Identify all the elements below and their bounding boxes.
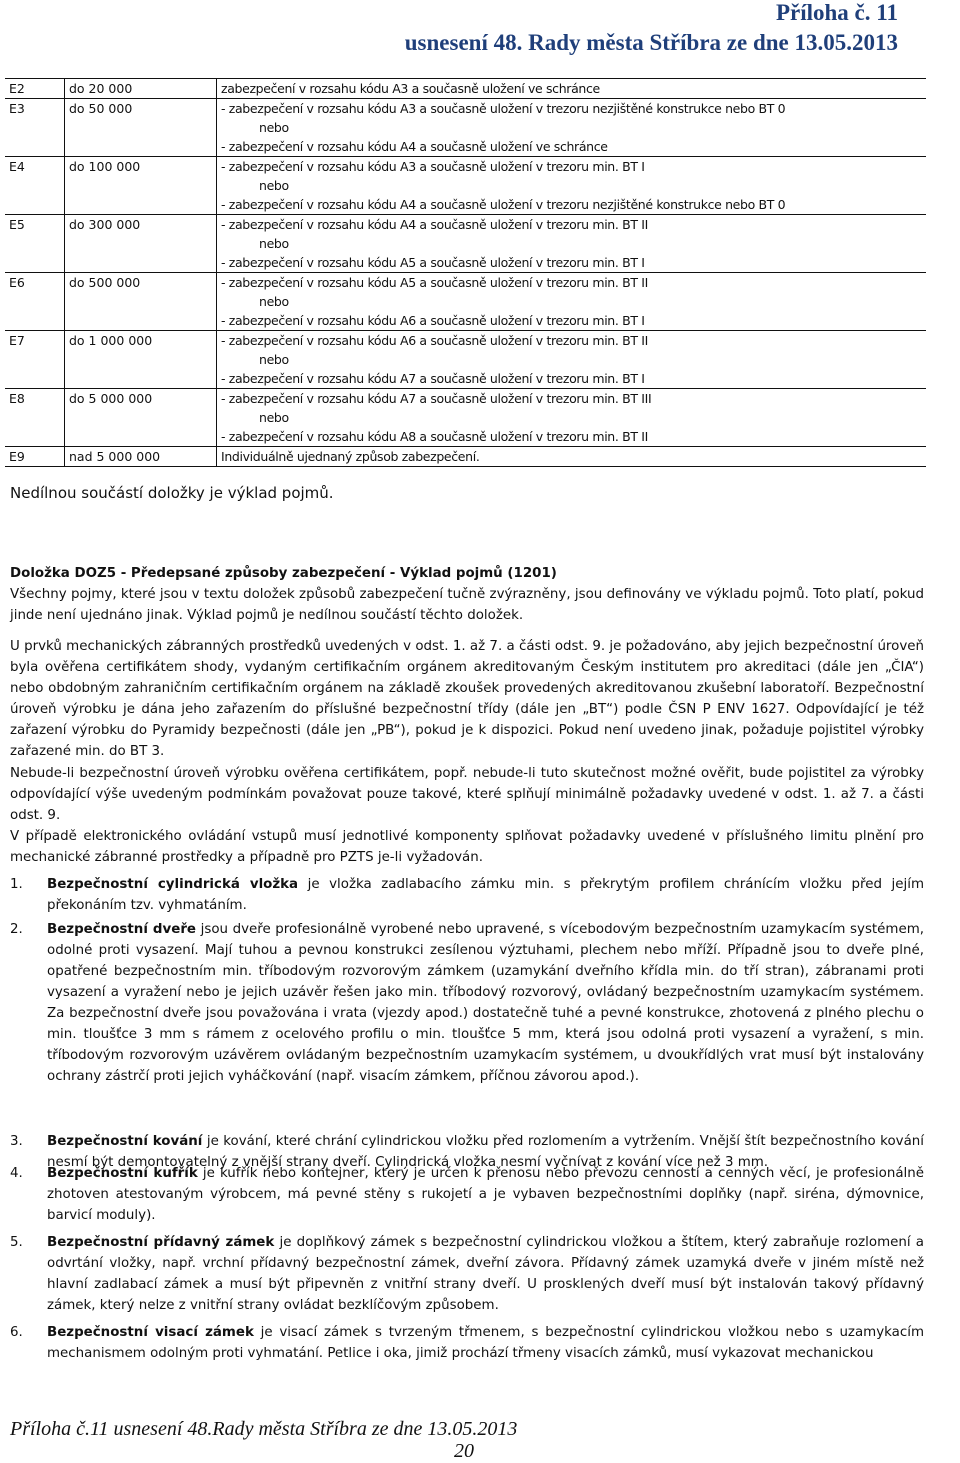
clause-paragraph-1: U prvků mechanických zábranných prostředků uvedených v odst. 1. až 7. a části odst. 9. je požadováno, aby jejich bezpečnostní úroveň byla ověřena certifikátem shody, vydaným certifikačním orgánem akreditovaným Českým institutem pro akreditaci (dále jen „ČIA“) nebo obdobným zahraničním certifikačním orgánem na základě zkoušek provedených akreditovanou zkušební laboratoří. Bezpečnostní úroveň výrobku je dána jeho zařazením do příslušné bezpečnostní třídy (dále jen „BT“) podle ČSN P ENV 1627. Odpovídající je též zařazení výrobku do Pyramidy bezpečnosti (dále jen „PB“), pokud je k dispozici. Pokud není uvedeno jinak, požaduje pojistitel výrobky zařazené min. do BT 3.	[10, 639, 924, 759]
code-cell: E6	[5, 273, 65, 330]
definition-item	[10, 1163, 924, 1226]
table-row	[5, 99, 926, 157]
item-number: 6.	[10, 1325, 23, 1340]
requirement-line: - zabezpečení v rozsahu kódu A6 a současně uložení v trezoru min. BT II	[221, 333, 648, 348]
term-definition: jsou dveře profesionálně vyrobené nebo upravené, s vícebodovým bezpečnostním uzamykacím systémem, odolné proti vysazení. Mají tuhou a pevnou konstrukci zesílenou výztuhami, plechem nebo mříží. Případně jsou to dveře plné, opatřené bezpečnostním min. tříbodovým rozvorovým zámkem (uzamykání dveřního křídla min. do tří stran), zábranami proti vysazení a vyražení nebo je jejich uzávěr řešen jako min. tříbodový rozvorový, ovládaný bezpečnostním uzamykacím systémem. Za bezpečnostní dveře jsou považována i vrata (vjezdy apod.) dostatečně tuhé a pevné konstrukce, zhotovená z plného plechu o min. tloušťce 3 mm s rámem z ocelového profilu o min. tloušťce 5 mm, která jsou odolná proti vysazení a vyražení, s min. tříbodovým rozvorovým uzávěrem ovládaným bezpečnostním uzamykacím systémem, u dvoukřídlých vrat musí být instalovány ochrany zástrčí proti jejich vyháčkování (např. visacím zámkem, příčnou závorou apod.).	[47, 922, 924, 1084]
table-row	[5, 447, 926, 466]
item-number: 4.	[10, 1166, 23, 1181]
code-cell: E4	[5, 157, 65, 214]
term-label: Bezpečnostní visací zámek	[47, 1325, 254, 1340]
table-row	[5, 389, 926, 447]
requirement-line: - zabezpečení v rozsahu kódu A5 a současně uložení v trezoru min. BT II	[221, 275, 648, 290]
code-cell: E9	[5, 447, 65, 466]
code-cell: E8	[5, 389, 65, 446]
amount-cell: do 20 000	[65, 79, 217, 98]
requirement-line: - zabezpečení v rozsahu kódu A7 a současně uložení v trezoru min. BT I	[221, 371, 645, 386]
clause-title: Doložka DOZ5 - Předepsané způsoby zabezpečení - Výklad pojmů (1201)	[10, 566, 557, 581]
amount-cell: do 300 000	[65, 215, 217, 272]
amount-cell: do 500 000	[65, 273, 217, 330]
amount-cell: nad 5 000 000	[65, 447, 217, 466]
term-definition: je vložka zadlabacího zámku min. s překrytým profilem chránícím vložku před jejím překonáním tzv. vyhmatáním.	[47, 877, 924, 913]
code-cell: E7	[5, 331, 65, 388]
requirement-line: Individuálně ujednaný způsob zabezpečení.	[221, 449, 480, 464]
requirement-line: - zabezpečení v rozsahu kódu A4 a současně uložení ve schránce	[221, 139, 608, 154]
or-separator: nebo	[259, 236, 289, 251]
table-row	[5, 157, 926, 215]
note-text: Nedílnou součástí doložky je výklad pojmů.	[10, 484, 334, 502]
resolution-title: usnesení 48. Rady města Stříbra ze dne 13.05.2013	[404, 30, 898, 55]
item-text	[47, 874, 924, 916]
requirement-line: - zabezpečení v rozsahu kódu A4 a současně uložení v trezoru min. BT II	[221, 217, 648, 232]
item-number: 2.	[10, 922, 23, 937]
amount-cell: do 1 000 000	[65, 331, 217, 388]
or-separator: nebo	[259, 178, 289, 193]
clause-paragraph-2: Nebude-li bezpečnostní úroveň výrobku ověřena certifikátem, popř. nebude-li tuto skutečnost možné ověřit, bude pojistitel za výrobky odpovídající výše uvedeným podmínkám považovat pouze takové, které splňují minimálně požadavky uvedené v odst. 1. až 7. a části odst. 9.	[10, 766, 924, 823]
or-separator: nebo	[259, 120, 289, 135]
clause-paragraph-3: V případě elektronického ovládání vstupů musí jednotlivé komponenty splňovat požadavky uvedené v příslušného limitu plnění pro mechanické zábranné prostředky a případně pro PZTS je-li vyžadován.	[10, 829, 924, 865]
requirement-cell	[217, 215, 926, 272]
term-label: Bezpečnostní dveře	[47, 922, 197, 937]
requirement-cell	[217, 99, 926, 156]
term-label: Bezpečnostní kufřík	[47, 1166, 198, 1181]
term-label: Bezpečnostní kování	[47, 1134, 203, 1149]
item-text	[47, 919, 924, 1087]
requirement-line: - zabezpečení v rozsahu kódu A7 a současně uložení v trezoru min. BT III	[221, 391, 652, 406]
term-definition: je kufřík nebo kontejner, který je určen k přenosu nebo převozu cenností a cenných věcí, je profesionálně zhotoven atestovaným výrobcem, má pevné stěny s rukojetí a je vybaven bezpečnostními doplňky (např. siréna, dýmovnice, barvicí moduly).	[47, 1166, 924, 1223]
definition-item	[10, 919, 924, 1087]
attachment-title: Příloha č. 11	[775, 0, 898, 25]
or-separator: nebo	[259, 352, 289, 367]
item-number: 3.	[10, 1134, 23, 1149]
requirement-line: zabezpečení v rozsahu kódu A3 a současně uložení ve schránce	[221, 81, 600, 96]
requirement-line: - zabezpečení v rozsahu kódu A3 a současně uložení v trezoru nezjištěné konstrukce nebo BT 0	[221, 101, 786, 116]
item-text	[47, 1232, 924, 1316]
requirement-cell	[217, 389, 926, 446]
requirement-line: - zabezpečení v rozsahu kódu A6 a současně uložení v trezoru min. BT I	[221, 313, 645, 328]
term-definition: je doplňkový zámek s bezpečnostní cylindrickou vložkou a štítem, který zabraňuje rozlomení a odvrtání vložky, např. vrchní přídavný bezpečnostní zámek, dveřní závora. Přídavný zámek uzamyká dveře v jiném místě než hlavní zadlabací zámek a musí být připevněn z vnitřní strany dveří. U prosklených dveří musí být instalován takový přídavný zámek, který nelze z vnitřní strany ovládat bezklíčovým způsobem.	[47, 1235, 924, 1313]
code-cell: E2	[5, 79, 65, 98]
item-text	[47, 1163, 924, 1226]
footer-text: Příloha č.11 usnesení 48.Rady města Stříbra ze dne 13.05.2013	[10, 1418, 518, 1440]
amount-cell: do 5 000 000	[65, 389, 217, 446]
term-label: Bezpečnostní přídavný zámek	[47, 1235, 275, 1250]
requirement-line: - zabezpečení v rozsahu kódu A4 a současně uložení v trezoru nezjištěné konstrukce nebo BT 0	[221, 197, 786, 212]
table-row	[5, 331, 926, 389]
term-definition: je visací zámek s tvrzeným třmenem, s bezpečnostní cylindrickou vložkou nebo s uzamykacím mechanismem odolným proti vyhmatání. Petlice i oka, jimiž prochází třmeny visacích zámků, musí vykazovat mechanickou	[47, 1325, 924, 1361]
item-number: 1.	[10, 877, 23, 892]
page-number: 20	[454, 1440, 474, 1462]
code-cell: E3	[5, 99, 65, 156]
definition-item	[10, 1232, 924, 1316]
requirement-line: - zabezpečení v rozsahu kódu A8 a současně uložení v trezoru min. BT II	[221, 429, 648, 444]
security-table	[5, 78, 926, 467]
requirement-cell	[217, 447, 926, 466]
requirement-cell	[217, 79, 926, 98]
or-separator: nebo	[259, 294, 289, 309]
table-row	[5, 79, 926, 99]
table-row	[5, 215, 926, 273]
requirement-line: - zabezpečení v rozsahu kódu A5 a současně uložení v trezoru min. BT I	[221, 255, 645, 270]
clause-intro: Všechny pojmy, které jsou v textu doložek způsobů zabezpečení tučně zvýrazněny, jsou definovány ve výkladu pojmů. Toto platí, pokud jinde není ujednáno jinak. Výklad pojmů je nedílnou součástí těchto doložek.	[10, 587, 924, 623]
requirement-cell	[217, 331, 926, 388]
term-label: Bezpečnostní cylindrická vložka	[47, 877, 299, 892]
amount-cell: do 100 000	[65, 157, 217, 214]
term-definition: je kování, které chrání cylindrickou vložku před rozlomením a vytržením. Vnější štít bezpečnostního kování nesmí být demontovatelný z vnější strany dveří. Cylindrická vložka nesmí vyčnívat z kování více než 3 mm.	[47, 1134, 924, 1170]
item-number: 5.	[10, 1235, 23, 1250]
code-cell: E5	[5, 215, 65, 272]
definition-item	[10, 874, 924, 916]
table-row	[5, 273, 926, 331]
requirement-cell	[217, 273, 926, 330]
requirement-line: - zabezpečení v rozsahu kódu A3 a současně uložení v trezoru min. BT I	[221, 159, 645, 174]
requirement-cell	[217, 157, 926, 214]
definition-item	[10, 1322, 924, 1364]
item-text	[47, 1322, 924, 1364]
or-separator: nebo	[259, 410, 289, 425]
amount-cell: do 50 000	[65, 99, 217, 156]
